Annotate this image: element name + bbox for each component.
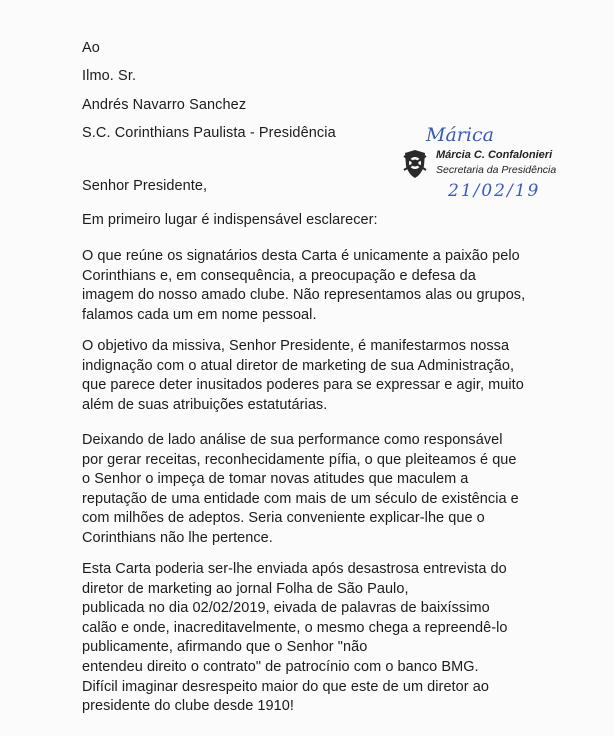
paragraph-3 (82, 431, 552, 549)
paragraph-line: o Senhor o impeça de tomar novas atitudes que maculem a (82, 471, 469, 488)
paragraph-line: Difícil imaginar desrespeito maior do que este de um diretor ao (82, 678, 489, 695)
paragraph-line: com milhões de adeptos. Seria conveniente explicar-lhe que o (82, 510, 485, 527)
paragraph-line: além de suas atribuições estatutárias. (82, 396, 328, 413)
paragraph-line: O que reúne os signatários desta Carta é unicamente a paixão pelo (82, 248, 520, 264)
paragraph-line: por gerar receitas, reconhecidamente pífia, o que pleiteamos é que (82, 451, 517, 468)
paragraph-line: indignação com o atual diretor de marketing de sua Administração, (82, 357, 515, 374)
addressee-title: Ilmo. Sr. (82, 68, 137, 84)
salutation: Senhor Presidente, (82, 178, 208, 194)
paragraph-1 (82, 247, 552, 325)
paragraph-line: Corinthians não lhe pertence. (82, 529, 273, 546)
paragraph-line: imagem do nosso amado clube. Não representamos alas ou grupos, (82, 287, 526, 304)
paragraph-line: reputação de uma entidade com mais de um século de existência e (82, 490, 519, 507)
addressee-to: Ao (82, 40, 100, 56)
stamp-name: Márcia C. Confalonieri (436, 149, 553, 161)
paragraph-line: Corinthians e, em consequência, a preocupação e defesa da (82, 267, 476, 284)
paragraph-line: Deixando de lado análise de sua performance como responsável (82, 432, 503, 448)
paragraph-line: Esta Carta poderia ser-lhe enviada após desastrosa entrevista do (82, 561, 507, 577)
stamp-role: Secretaria da Presidência (436, 164, 557, 176)
paragraph-line: calão e onde, inacreditavelmente, o mesmo chega a repreendê-lo (82, 619, 508, 636)
paragraph-line: presidente do clube desde 1910! (82, 698, 294, 715)
paragraph-4 (82, 560, 552, 717)
paragraph-line: falamos cada um em nome pessoal. (82, 306, 317, 323)
addressee-organization: S.C. Corinthians Paulista - Presidência (82, 125, 336, 141)
paragraph-line: diretor de marketing ao jornal Folha de São Paulo, (82, 580, 409, 597)
paragraph-line: que parece deter inusitados poderes para se expressar e agir, muito (82, 377, 524, 394)
paragraph-line: publicamente, afirmando que o Senhor "não (82, 639, 368, 656)
paragraph-line: O objetivo da missiva, Senhor Presidente, é manifestarmos nossa (82, 338, 510, 354)
paragraph-line: publicada no dia 02/02/2019, eivada de palavras de baixíssimo (82, 600, 490, 617)
intro-line: Em primeiro lugar é indispensável esclarecer: (82, 212, 378, 228)
handwritten-date: 21/02/19 (448, 181, 541, 201)
paragraph-2 (82, 337, 552, 415)
corinthians-crest-icon (402, 148, 428, 180)
paragraph-line: entendeu direito o contrato" de patrocínio com o banco BMG. (82, 658, 479, 675)
reception-stamp (400, 124, 610, 214)
handwritten-initials: Márica (426, 124, 494, 146)
addressee-name: Andrés Navarro Sanchez (82, 97, 247, 113)
